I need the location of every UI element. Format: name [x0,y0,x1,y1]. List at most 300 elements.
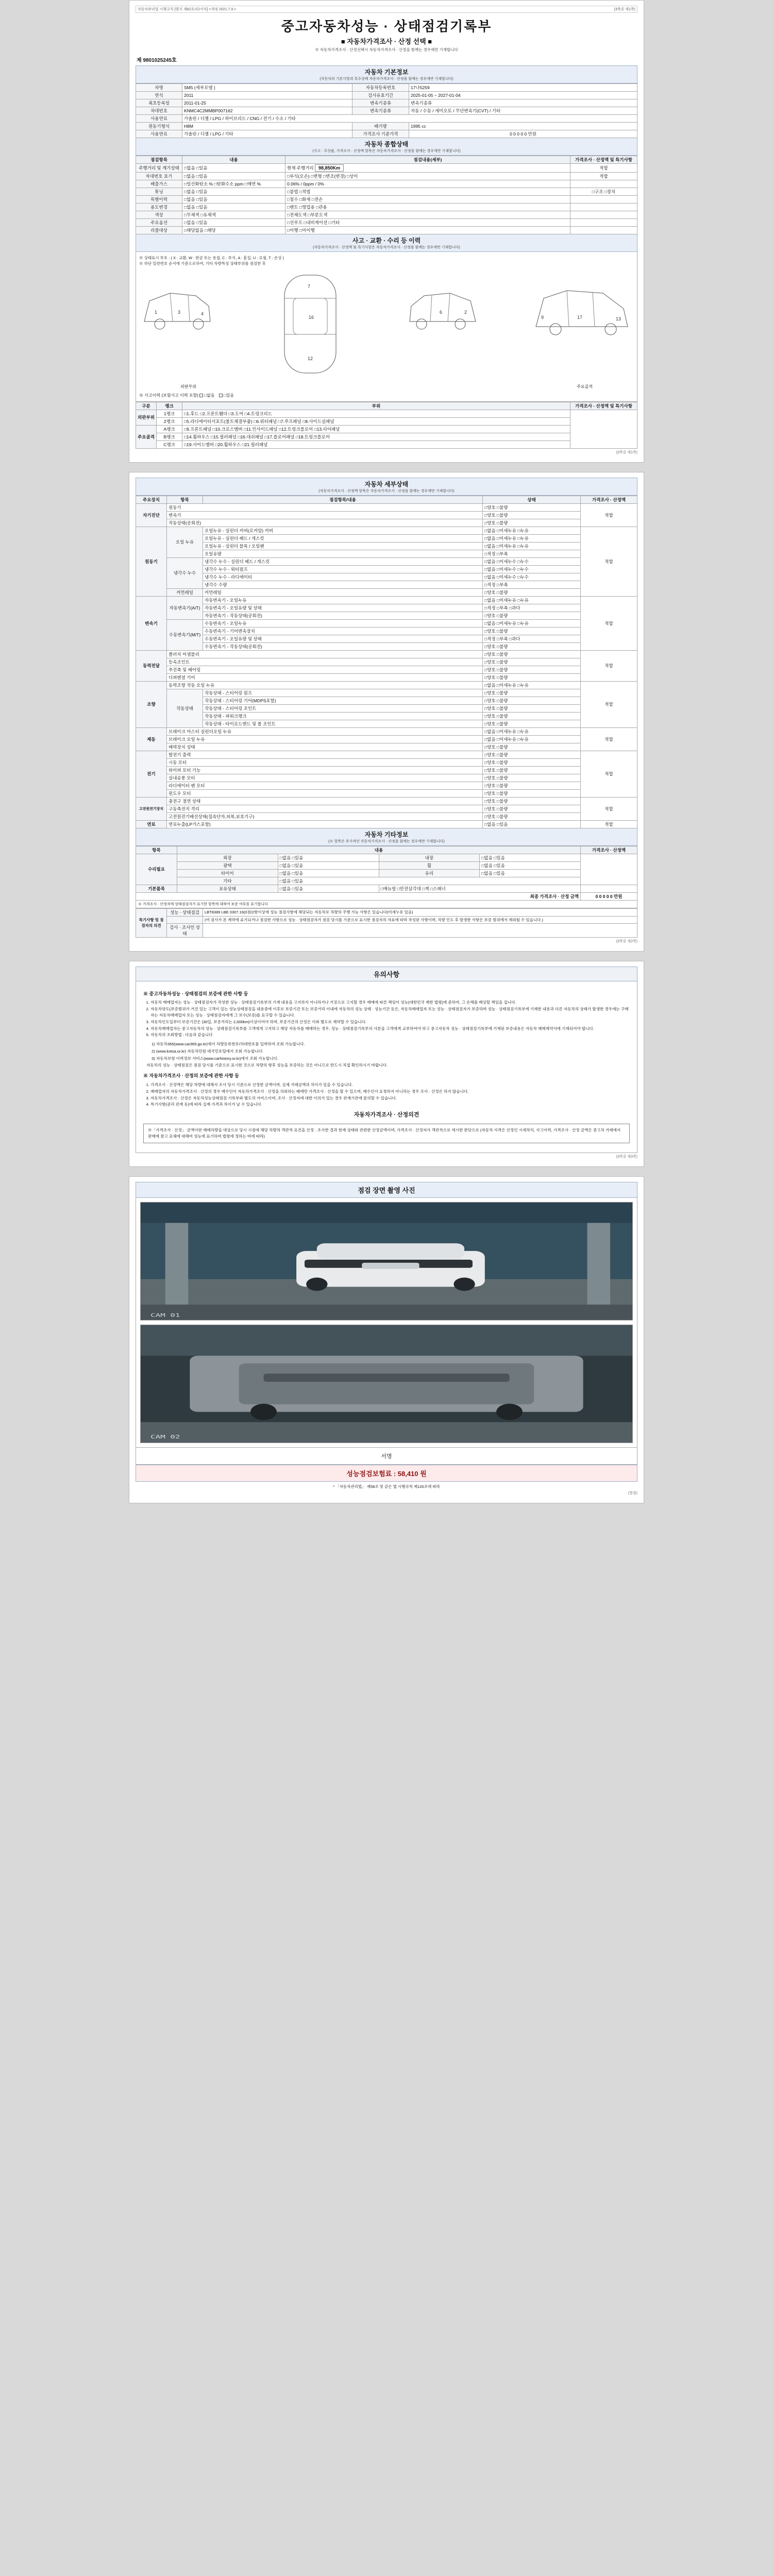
price-definition-box: ※「가격조사 · 산정」 금액이란 매매차량을 대상으로 당시 시점에 해당 차량의 객관적 요건을 산정 · 조사한 결과 현재 상태와 관련한 산정금액이며, 가격조사 · 산정자가 객관적으로 세시한 판단으로 (자동차 가격은 산정인 시세차익, 사고이력, 가격조사 · 산정 금액은 중고차 거래에서 판매에 참고 요체에 대해여 성능에 표기하며 법령에 정하는 바에 따라) [143,1124,630,1143]
accident-yes-label: □있음 [223,393,234,398]
row-note-history [570,196,637,204]
section-accident-title: 사고 · 교환 · 수리 등 이력 [352,237,421,244]
inspection-insurance-fee: 성능점검보험료 : 58,410 원 [136,1465,637,1482]
item-trans-1: 자동변속기 - 오일누유 [203,596,483,604]
item-steer-1: 동력조향 작동 오일 누유 [167,681,483,689]
state-engine-1[interactable]: □없음 □미세누유 □누유 [483,527,581,534]
col-etc-item: 항목 [136,846,177,854]
page-3 [129,961,644,1167]
row-content-usage: □없음 □있음 [182,204,285,211]
state-idle-diag[interactable]: □양호 □불량 [483,519,581,527]
page-4-footer: (별첨) [628,1491,637,1495]
mileage-label: 현재 주행거리 [287,165,314,171]
table-row [136,180,637,188]
row-note-emission [570,180,637,188]
row-note-mileage: 적합 [570,164,637,173]
table-row [136,916,637,923]
state-power-3[interactable]: □양호 □불량 [483,666,581,673]
value-fuel: 가솔린 / 디젤 / LPG / 하이브리드 / CNG / 전기 / 수소 / 기타 [182,115,637,123]
table-row [136,196,637,204]
list-item: 4. 자동차매매업자는 중고자동차의 성능 · 상태점검기록부를 고객에게 고지하고 해당 자동차를 매매하는 경우, 성능 · 상태점검기록부의 사본을 고객에게 교부하여야 하고 중고자동차 성능 · 상태점검기록부에 기재된 보증내용은 자동차 매매계약서에 기재되어야 합니다. [150,1026,630,1032]
state-glass[interactable]: □없음 □있음 [480,869,581,877]
row-content-mileage: □없음 □있음 [182,164,285,173]
section-etc-note: (※ 항목은 추가적인 자동차가격조사 · 산정을 함께는 경우에만 기재합니다) [328,839,445,843]
state-elec-6[interactable]: □양호 □불량 [483,789,581,797]
col-rank: 랭크 [157,402,182,410]
item-steer-4: 작동상태 - 스티어링 조인트 [203,704,483,712]
row-label-options: 주요옵션 [136,219,182,227]
section-accident-note: (자동차가격조사 · 산정액 및 특기사항은 자동차가격조사 · 산정을 함께는 경우에만 기재합니다) [313,246,460,249]
label-disp: 배기량 [352,123,409,130]
final-price-value: 0 0 0 0 0 만원 [581,892,637,900]
state-trans-7[interactable]: □양호 □불량 [483,642,581,650]
state-elec-1[interactable]: □양호 □불량 [483,751,581,758]
svg-text:17: 17 [577,314,582,320]
page-title: 중고자동차성능 · 상태점검기록부 [281,19,492,34]
table-row [136,758,637,766]
group-transmission: 변속기 [136,596,167,650]
state-engine-9[interactable]: □양호 □불량 [483,588,581,596]
list-item: 2. 자동차양도(보증범위가 거진 있는 고객이 있는 성능상태점검을 내용중에 이후로 보증기간 또는 보증거리 이내에 자동차의 성능 상태 · 성능기간 등은, 자동차매매업자 또는 성능 · 상태점검자가 보증하며 성능 · 상태점검기록부에 기재한 내용과 다른 자동차의 상태가 발생한 경우에는 구매자는 자동차매매업자 또는 성능 · 상태점검자에게 그 보수(보증)를 요구할 수 있습니다. [150,1006,630,1019]
state-steer-5[interactable]: □양호 □불량 [483,712,581,720]
page-indicator: (3쪽중 제1쪽) [614,8,635,11]
car-view-right [404,270,481,349]
col-parts: 부위 [182,402,570,410]
price-basic-items [581,885,637,892]
table-row [136,650,637,658]
state-elec-3[interactable]: □양호 □불량 [483,766,581,774]
table-header-row [136,846,637,854]
row-label-emission: 배출가스 [136,180,182,188]
table-row [136,204,637,211]
table-header-row [136,496,637,503]
state-trans-6[interactable]: □적정 □부족 □과다 [483,635,581,642]
remarks-table [136,908,637,938]
table-row [136,417,637,425]
state-fuel-1[interactable]: □없음 □있음 [483,820,581,828]
svg-text:6: 6 [440,309,443,315]
svg-text:CAM 02: CAM 02 [150,1434,180,1440]
item-idle-diag: 작동상태(공회전) [167,519,483,527]
notice-list-1 [150,999,630,1038]
section-detail-header [136,478,637,496]
state-hv-1[interactable]: □양호 □불량 [483,797,581,805]
state-engine-4[interactable]: □적정 □부족 [483,550,581,557]
state-tire[interactable]: □없음 □있음 [278,869,379,877]
state-engine-7[interactable]: □없음 □미세누수 □누수 [483,573,581,581]
row-detail-emission: 0.06% / 0ppm / 0% [285,180,570,188]
col-content: 내용 [182,156,285,164]
price-fuel: 적합 [581,820,637,828]
table-row [136,892,637,900]
table-row [136,704,637,712]
table-row [136,573,637,581]
row-detail-mileage [285,164,570,173]
item-steer-5: 작동상태 - 파워크랭크 [203,712,483,720]
value-car-name: SM5 (세부모델 ) [182,84,352,92]
state-trans-1[interactable]: □없음 □미세누유 □누유 [483,596,581,604]
value-vin: KNMC4C2MMBP007162 [182,107,352,115]
row-label-color: 색상 [136,211,182,219]
col-etc-content: 내용 [177,846,581,854]
legend-line-2: ※ 하단 일련번호 순서에 기준으로하여, 기타 차량특성 상태부위를 점검한 후 [139,261,266,266]
item-fuel-1: 연료누출(LP가스포함) [167,820,483,828]
sub-manual-trans: 수동변속기(M/T) [167,619,203,650]
accident-price-value [570,410,637,448]
item-elec-5: 라디에이터 팬 모터 [167,782,483,789]
table-row [136,908,637,916]
price-self-diagnosis: 적합 [581,503,637,527]
state-steer-2[interactable]: □양호 □불량 [483,689,581,697]
sub-common-rail: 커먼레일 [167,588,203,596]
remarks-row-label-2 [167,916,203,923]
col-price: 가격조사 · 산정액 및 특기사항 [570,156,637,164]
row-detail-options: □선루프 □내비게이션 □기타 [285,219,570,227]
section-accident-header [136,234,637,252]
accident-history-question [139,393,634,398]
svg-text:2: 2 [464,309,467,315]
state-etc-other[interactable]: □없음 □있음 [278,877,580,885]
table-row [136,681,637,689]
table-row [136,588,637,596]
state-exterior[interactable]: □없음 □있음 [278,854,379,861]
table-row [136,727,637,735]
row-label-history: 특별이력 [136,196,182,204]
car-view-frame [531,270,634,349]
remarks-row-value-1: LBT8389 LBE 0307.16(0점/2항이상에 성능 점검사항에 해당되는 자동차로 차량의 주행 가능 사항은 있습니다(미세누유 있음) [203,908,637,916]
legal-footnote: * 「자동차관리법」 제58조 및 같은 법 시행규칙 제120조에 따라 [333,1484,440,1489]
remarks-row-value-3 [203,923,637,937]
table-row [136,743,637,751]
price-engine: 적합 [581,527,637,596]
accident-history-none[interactable] [199,393,214,398]
state-power-2[interactable]: □양호 □불량 [483,658,581,666]
remarks-row-label-1: 성능 · 상태점검 [167,908,203,916]
table-row [136,877,637,885]
item-power-4: 디퍼렌셜 기어 [167,673,483,681]
page-1-footer: (3쪽중 제1쪽) [616,450,637,454]
table-header-row [136,156,637,164]
page-subnote: ※ 자동차가격조사 · 산정선택시 자동차가격조사 · 산정을 함께는 경우에만 기재합니다 [315,47,458,52]
svg-text:1: 1 [155,309,158,315]
item-trans-diag: 변속기 [167,511,483,519]
group-fuel: 연료 [136,820,167,828]
state-engine-3[interactable]: □없음 □미세누유 □누유 [483,542,581,550]
row-label-mileage: 주행거리 및 계기상태 [136,164,182,173]
item-steer-2: 작동상태 - 스티어링 펌프 [203,689,483,697]
row-note-vin: 적합 [570,173,637,180]
state-engine-diag[interactable]: □양호 □불량 [483,503,581,511]
notice-sub-1: 1) 자동차365(www.car365.go.kr)에서 차량등록번호/차대번호를 입력하여 조회 가능합니다. [152,1042,305,1047]
row-label-tuning: 튜닝 [136,188,182,196]
state-brake-2[interactable]: □없음 □미세누유 □누유 [483,735,581,743]
col-detail-state: 상태 [483,496,581,503]
label-fuel: 사용연료 [136,115,182,123]
state-basic-items[interactable]: □매뉴얼 □안전삼각대 □잭 □스패너 [379,885,581,892]
table-row [136,542,637,550]
state-engine-2[interactable]: □없음 □미세누유 □누유 [483,534,581,542]
car-diagram-row [139,270,634,380]
state-power-1[interactable]: □양호 □불량 [483,650,581,658]
section-overall-note: (사고 · 무상품, 가격조사 · 산정액 항목은 자동차가격조사 · 산정을 함께는 경우에만 기재합니다) [312,149,461,153]
table-row [136,596,637,604]
label-glass: 유리 [379,869,480,877]
state-hv-3[interactable]: □양호 □불량 [483,812,581,820]
state-engine-5[interactable]: □없음 □미세누수 □누수 [483,557,581,565]
table-row [136,612,637,619]
row-detail-tuning: □불법 □적법 [285,188,570,196]
car-side-right-svg [404,270,481,347]
page-1 [129,0,644,463]
page-3-footer: (3쪽중 제3쪽) [616,1155,637,1159]
table-row [136,565,637,573]
table-row [136,557,637,565]
row-content-recall: □해당없음 □해당 [182,227,285,234]
state-elec-5[interactable]: □양호 □불량 [483,782,581,789]
state-engine-6[interactable]: □없음 □미세누수 □누수 [483,565,581,573]
table-row [136,689,637,697]
label-exterior: 외장 [177,854,278,861]
accident-history-yes[interactable] [219,393,234,398]
table-row [136,697,637,704]
item-brake-1: 브레이크 마스터 실린더오일 누유 [167,727,483,735]
page-2-footer: (3쪽중 제2쪽) [616,939,637,943]
table-header-row [136,402,637,410]
svg-text:16: 16 [308,314,314,320]
signature-row: 서명 [136,1448,637,1465]
table-row [136,503,637,511]
state-hv-2[interactable]: □양호 □불량 [483,805,581,812]
diagram-captions [139,383,634,389]
state-brake-1[interactable]: □없음 □미세누유 □누유 [483,727,581,735]
state-trans-2[interactable]: □적정 □부족 □과다 [483,604,581,612]
state-trans-4[interactable]: □없음 □미세누유 □누유 [483,619,581,627]
list-item: 4. 특기사항(권리 관계 등)에 따라 실제 가격과 차이가 날 수 있습니다. [150,1101,630,1108]
item-engine-2: 오일누유 - 실린더 헤드 / 개스킷 [203,534,483,542]
item-hv-1: 충전구 절연 상태 [167,797,483,805]
form-code: 자동차관리법 시행규칙 [별지 제82호의2서식] <개정 2021.7.9.> [138,8,237,11]
svg-text:9: 9 [541,314,544,320]
table-row [136,425,637,433]
notice-sub-4: 자동차의 성능 · 상태점검은 점검 당시를 기준으로 표시한 것으로 차량의 향후 성능을 보증하는 것은 아니므로 반드시 직접 확인하시기 바랍니다. [146,1063,388,1068]
label-reg-no: 자동차등록번호 [352,84,409,92]
table-row [136,861,637,869]
svg-text:4: 4 [201,311,204,316]
sub-coolant: 냉각수 누수 [167,557,203,588]
price-repair-needed [581,854,637,885]
table-row [136,782,637,789]
col-item: 점검항목 [136,156,182,164]
final-price-note: ※ 가격조사 · 산정자에 상태점검자가 표기한 항목에 대하여 보증 여부를 표기합니다 [136,901,637,908]
section-basic-info-note: (자동차의 기본사항과 특수상태 자동차가격조사 · 산정을 함께는 경우에만 기재합니다) [320,77,453,81]
state-possession[interactable]: □없음 □있음 [278,885,379,892]
price-brake: 적합 [581,727,637,751]
item-trans-6: 수동변속기 - 오일유량 및 상태 [203,635,483,642]
price-electric: 적합 [581,751,637,797]
row-detail-recall: □이행 □미이행 [285,227,570,234]
state-elec-2[interactable]: □양호 □불량 [483,758,581,766]
state-steer-3[interactable]: □양호 □불량 [483,697,581,704]
item-hv-3: 고전원전기배선상태(접속단자,피복,보호기구) [167,812,483,820]
label-engine: 원동기형식 [136,123,182,130]
accident-diagram [136,252,637,402]
item-engine-diag: 원동기 [167,503,483,511]
row-content-color: □무채색 □유채색 [182,211,285,219]
table-row [136,812,637,820]
car-top-svg [266,270,354,378]
state-elec-4[interactable]: □양호 □불량 [483,774,581,782]
row-label-recall: 리콜대상 [136,227,182,234]
list-item: 3. 자동차가격조사 · 산정은 자동차성능상태점검 기록부와 별도의 서비스이며, 조사 · 산정자에 대한 이의가 있는 경우 관계기관에 문의할 수 있습니다. [150,1095,630,1101]
row-content-tuning: □없음 □있음 [182,188,285,196]
table-row [136,604,637,612]
value-reg-no: 17나5259 [409,84,637,92]
label-fuel-2: 사용연료 [136,130,182,138]
group-powertrain: 동력전달 [136,650,167,681]
table-row [136,130,637,138]
table-row [136,99,637,107]
list-item: 2. 매매업자의 자동차가격조사 · 산정의 경우 매수인이 자동차가격조사 · 산정을 의뢰하는 때에만 가격조사 · 산정을 할 수 있으며, 매수인이 요청하지 아니하는 경우 조사 · 산정은 하지 않습니다. [150,1089,630,1095]
table-row [136,115,637,123]
item-trans-3: 자동변속기 - 작동상태(공회전) [203,612,483,619]
table-row [136,635,637,642]
row-note-color [570,211,637,219]
label-trans: 변속기종류 [352,99,409,107]
state-brake-3[interactable]: □양호 □불량 [483,743,581,751]
item-power-1: 클러치 어셈블리 [167,650,483,658]
svg-text:13: 13 [615,316,621,321]
table-row [136,766,637,774]
state-trans-5[interactable]: □양호 □불량 [483,627,581,635]
table-row [136,433,637,440]
table-row [136,188,637,196]
label-trans-type: 변속기종류 [352,107,409,115]
table-row [136,720,637,727]
car-view-left [139,270,216,349]
table-row [136,410,637,417]
state-polish[interactable]: □없음 □있음 [278,861,379,869]
table-row [136,227,637,234]
table-row [136,211,637,219]
page-2 [129,472,644,952]
group-outer: 외판부위 [136,410,157,425]
item-trans-7: 수동변속기 - 작동상태(공회전) [203,642,483,650]
state-power-4[interactable]: □양호 □불량 [483,673,581,681]
price-powertrain: 적합 [581,650,637,681]
item-hv-2: 구동축전지 격리 [167,805,483,812]
car-side-left-svg [139,270,216,347]
item-elec-1: 발전기 출력 [167,751,483,758]
state-trans-3[interactable]: □양호 □불량 [483,612,581,619]
value-fuel-2: 가솔린 / 디젤 / LPG / 기타 [182,130,352,138]
state-steer-1[interactable]: □없음 □미세누유 □누유 [483,681,581,689]
item-elec-2: 시동 모터 [167,758,483,766]
notice-list-2 [150,1082,630,1108]
page-subtitle: ■ 자동차가격조사 · 산정 선택 ■ [341,38,432,45]
section-basic-info-title: 자동차 기본정보 [364,69,409,76]
list-item: 3. 자동차인도일부터 보증기간은 (30일, 보증거리는 2,000km)이상이어야 하며, 보증기간의 산정은 이와 별도로 계약할 수 있습니다. [150,1019,630,1025]
item-engine-3: 오일누유 - 실린더 블록 / 오일팬 [203,542,483,550]
value-year: 2011 [182,92,352,99]
label-car-name: 차명 [136,84,182,92]
table-row [136,619,637,627]
remarks-row-label-3: 검사 · 조사인 상태 [167,923,203,937]
table-row [136,751,637,758]
notice-heading-1: ※ 중고자동차성능 · 상태점검의 보증에 관한 사항 등 [143,991,248,996]
item-trans-2: 자동변속기 - 오일유량 및 상태 [203,604,483,612]
section-overall-title: 자동차 종합상태 [364,141,409,148]
table-row [136,92,637,99]
accident-history-label: ※ 사고이력 (보험사고 이력 포함) [139,393,198,398]
section-etc-header [136,828,637,846]
section-etc-title: 자동차 기타정보 [364,831,409,838]
table-row [136,527,637,534]
sub-operation: 작동상태 [167,689,203,727]
state-trans-diag[interactable]: □양호 □불량 [483,511,581,519]
item-power-2: 등속조인트 [167,658,483,666]
parts-rank-1: □1.후드 □2.프론트휀더 □3.도어 □4.트렁크리드 [182,410,570,417]
notice-sub-2: 2) (www.kotsa.or.kr) 자동차민원 대국민포털에서 조회 가능합니다. [152,1048,264,1054]
inspection-photo-underbody [140,1325,633,1443]
state-steer-6[interactable]: □양호 □불량 [483,720,581,727]
table-row [136,666,637,673]
table-row [136,511,637,519]
parts-rank-a: □9.프론트패널 □10.크로스멤버 □11.인사이드패널 □12.트렁크플로어 □13.리어패널 [182,425,570,433]
row-note-usage [570,204,637,211]
row-content-vin: □없음 □있음 [182,173,285,180]
sub-oil-leak: 오일 누유 [167,527,203,557]
row-detail-vin: □부식(오손) □변형 □변조(변경) □상이 [285,173,570,180]
rank-1: 1랭크 [157,410,182,417]
rank-a: A랭크 [157,425,182,433]
page-4 [129,1176,644,1503]
value-trans-type: 자동 / 수동 / 세미오토 / 무단변속기(CVT) / 기타 [409,107,637,115]
state-wheel[interactable]: □없음 □있음 [480,861,581,869]
rank-c: C랭크 [157,440,182,448]
table-row [136,440,637,448]
list-item: 1. 자동차 매매업자는 성능 · 상태점검자가 작성한 성능 · 상태점검기록부의 기재 내용을 고지하지 아니하거나 거짓으로 고지할 경우 매매에 따른 책임이 성능(대한민국 제한 법령)에 준하여, 그 손해를 배상할 책임을 집니다. [150,999,630,1006]
notice-heading-2: ※ 자동차가격조사 · 산정의 보증에 관한 사항 등 [143,1073,239,1079]
state-steer-4[interactable]: □양호 □불량 [483,704,581,712]
final-price-label: 최종 가격조사 · 산정 금액 [136,892,581,900]
table-row [136,673,637,681]
row-detail-history: □침수 □화재 □전손 [285,196,570,204]
row-detail-color: □전체도색 □부분도색 [285,211,570,219]
table-row [136,820,637,828]
item-engine-7: 냉각수 누수 - 라디에이터 [203,573,483,581]
label-tire: 타이어 [177,869,278,877]
col-detail: 점검내용(세부) [285,156,570,164]
value-trans: 변속기종류 [409,99,637,107]
inspection-photo-front [140,1202,633,1320]
rank-b: B랭크 [157,433,182,440]
notice-sub-3: 3) 자동차보험 이력정보 서비스(www.carhistory.or.kr)에서 조회 가능합니다. [152,1056,278,1061]
row-detail-usage: □렌트 □영업용 □관용 [285,204,570,211]
record-number: 제 9801025245호 [137,58,177,63]
col-accident-price: 가격조사 · 산정액 및 특기사항 [570,402,637,410]
notice-title: 유의사항 [136,967,637,981]
table-row [136,84,637,92]
caption-main-frame: 주요골격 [577,384,593,389]
table-row [136,658,637,666]
row-note-options [570,219,637,227]
etc-table [136,846,637,901]
list-item: 1. 가격조사 · 산정액은 해당 차량에 대해서 조사 당시 기준으로 산정한 금액이며, 실제 거래금액과 차이가 있을 수 있습니다. [150,1082,630,1088]
group-frame: 주요골격 [136,425,157,448]
state-interior[interactable]: □없음 □있음 [480,854,581,861]
value-price-base: 0 0 0 0 0 만원 [409,130,637,138]
state-engine-8[interactable]: □적정 □부족 [483,581,581,588]
